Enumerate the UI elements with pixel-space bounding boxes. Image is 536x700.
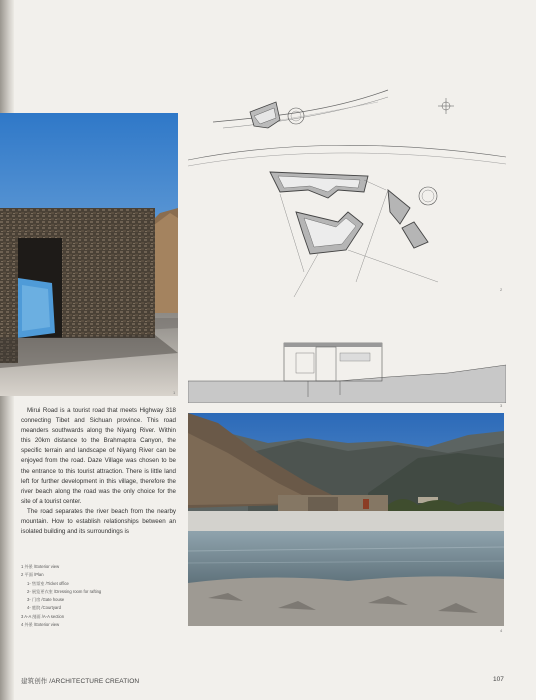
article-paragraph-2: The road separates the river beach from the nearby mountain. How to establish relationships between an isolated building and its surroundings is bbox=[21, 507, 176, 536]
caption-line: 4 外景 /Exterior view bbox=[21, 622, 60, 628]
section-drawing bbox=[188, 335, 506, 403]
exterior-photo-2 bbox=[188, 413, 504, 626]
figure-number-2: 2 bbox=[500, 287, 503, 292]
caption-line: 3- 门房 /Gate house bbox=[27, 597, 65, 603]
figure-number-4: 4 bbox=[500, 628, 503, 633]
page-number: 107 bbox=[493, 676, 504, 683]
caption-line: 2- 展览更衣室 /Dressing room for rafting bbox=[27, 588, 102, 594]
figure-captions bbox=[21, 563, 171, 629]
article-body bbox=[21, 406, 176, 537]
caption-line: 4- 庭院 /Courtyard bbox=[27, 605, 61, 611]
article-paragraph-1: Mirui Road is a tourist road that meets Highway 318 connecting Tibet and Sichuan province. This road meanders southwards along the Niyang River. Within this 20km distance to the Brahmaptra Canyon, the specific terrain and landscape of Niyang River can be enjoyed from the road. Daze Village was chosen to be the entrance to this tourist attraction. There is little land left for further development in this village, therefore the river beach along the road was the only choice for the site of a tourist center. bbox=[21, 407, 176, 505]
site-plan-drawing bbox=[188, 72, 508, 302]
caption-line: 1- 售票室 /Ticket office bbox=[27, 580, 69, 586]
exterior-photo-1 bbox=[0, 113, 178, 396]
caption-line: 3 A-A 剖面 /A-A section bbox=[21, 613, 65, 619]
magazine-footer-title: 建筑创作 /ARCHITECTURE CREATION bbox=[21, 678, 140, 685]
caption-line: 2 平面 /Plan bbox=[21, 572, 44, 578]
caption-line: 1 外景 /Exterior view bbox=[21, 564, 60, 569]
figure-number-3: 3 bbox=[500, 403, 503, 408]
figure-number-1: 1 bbox=[173, 390, 176, 395]
